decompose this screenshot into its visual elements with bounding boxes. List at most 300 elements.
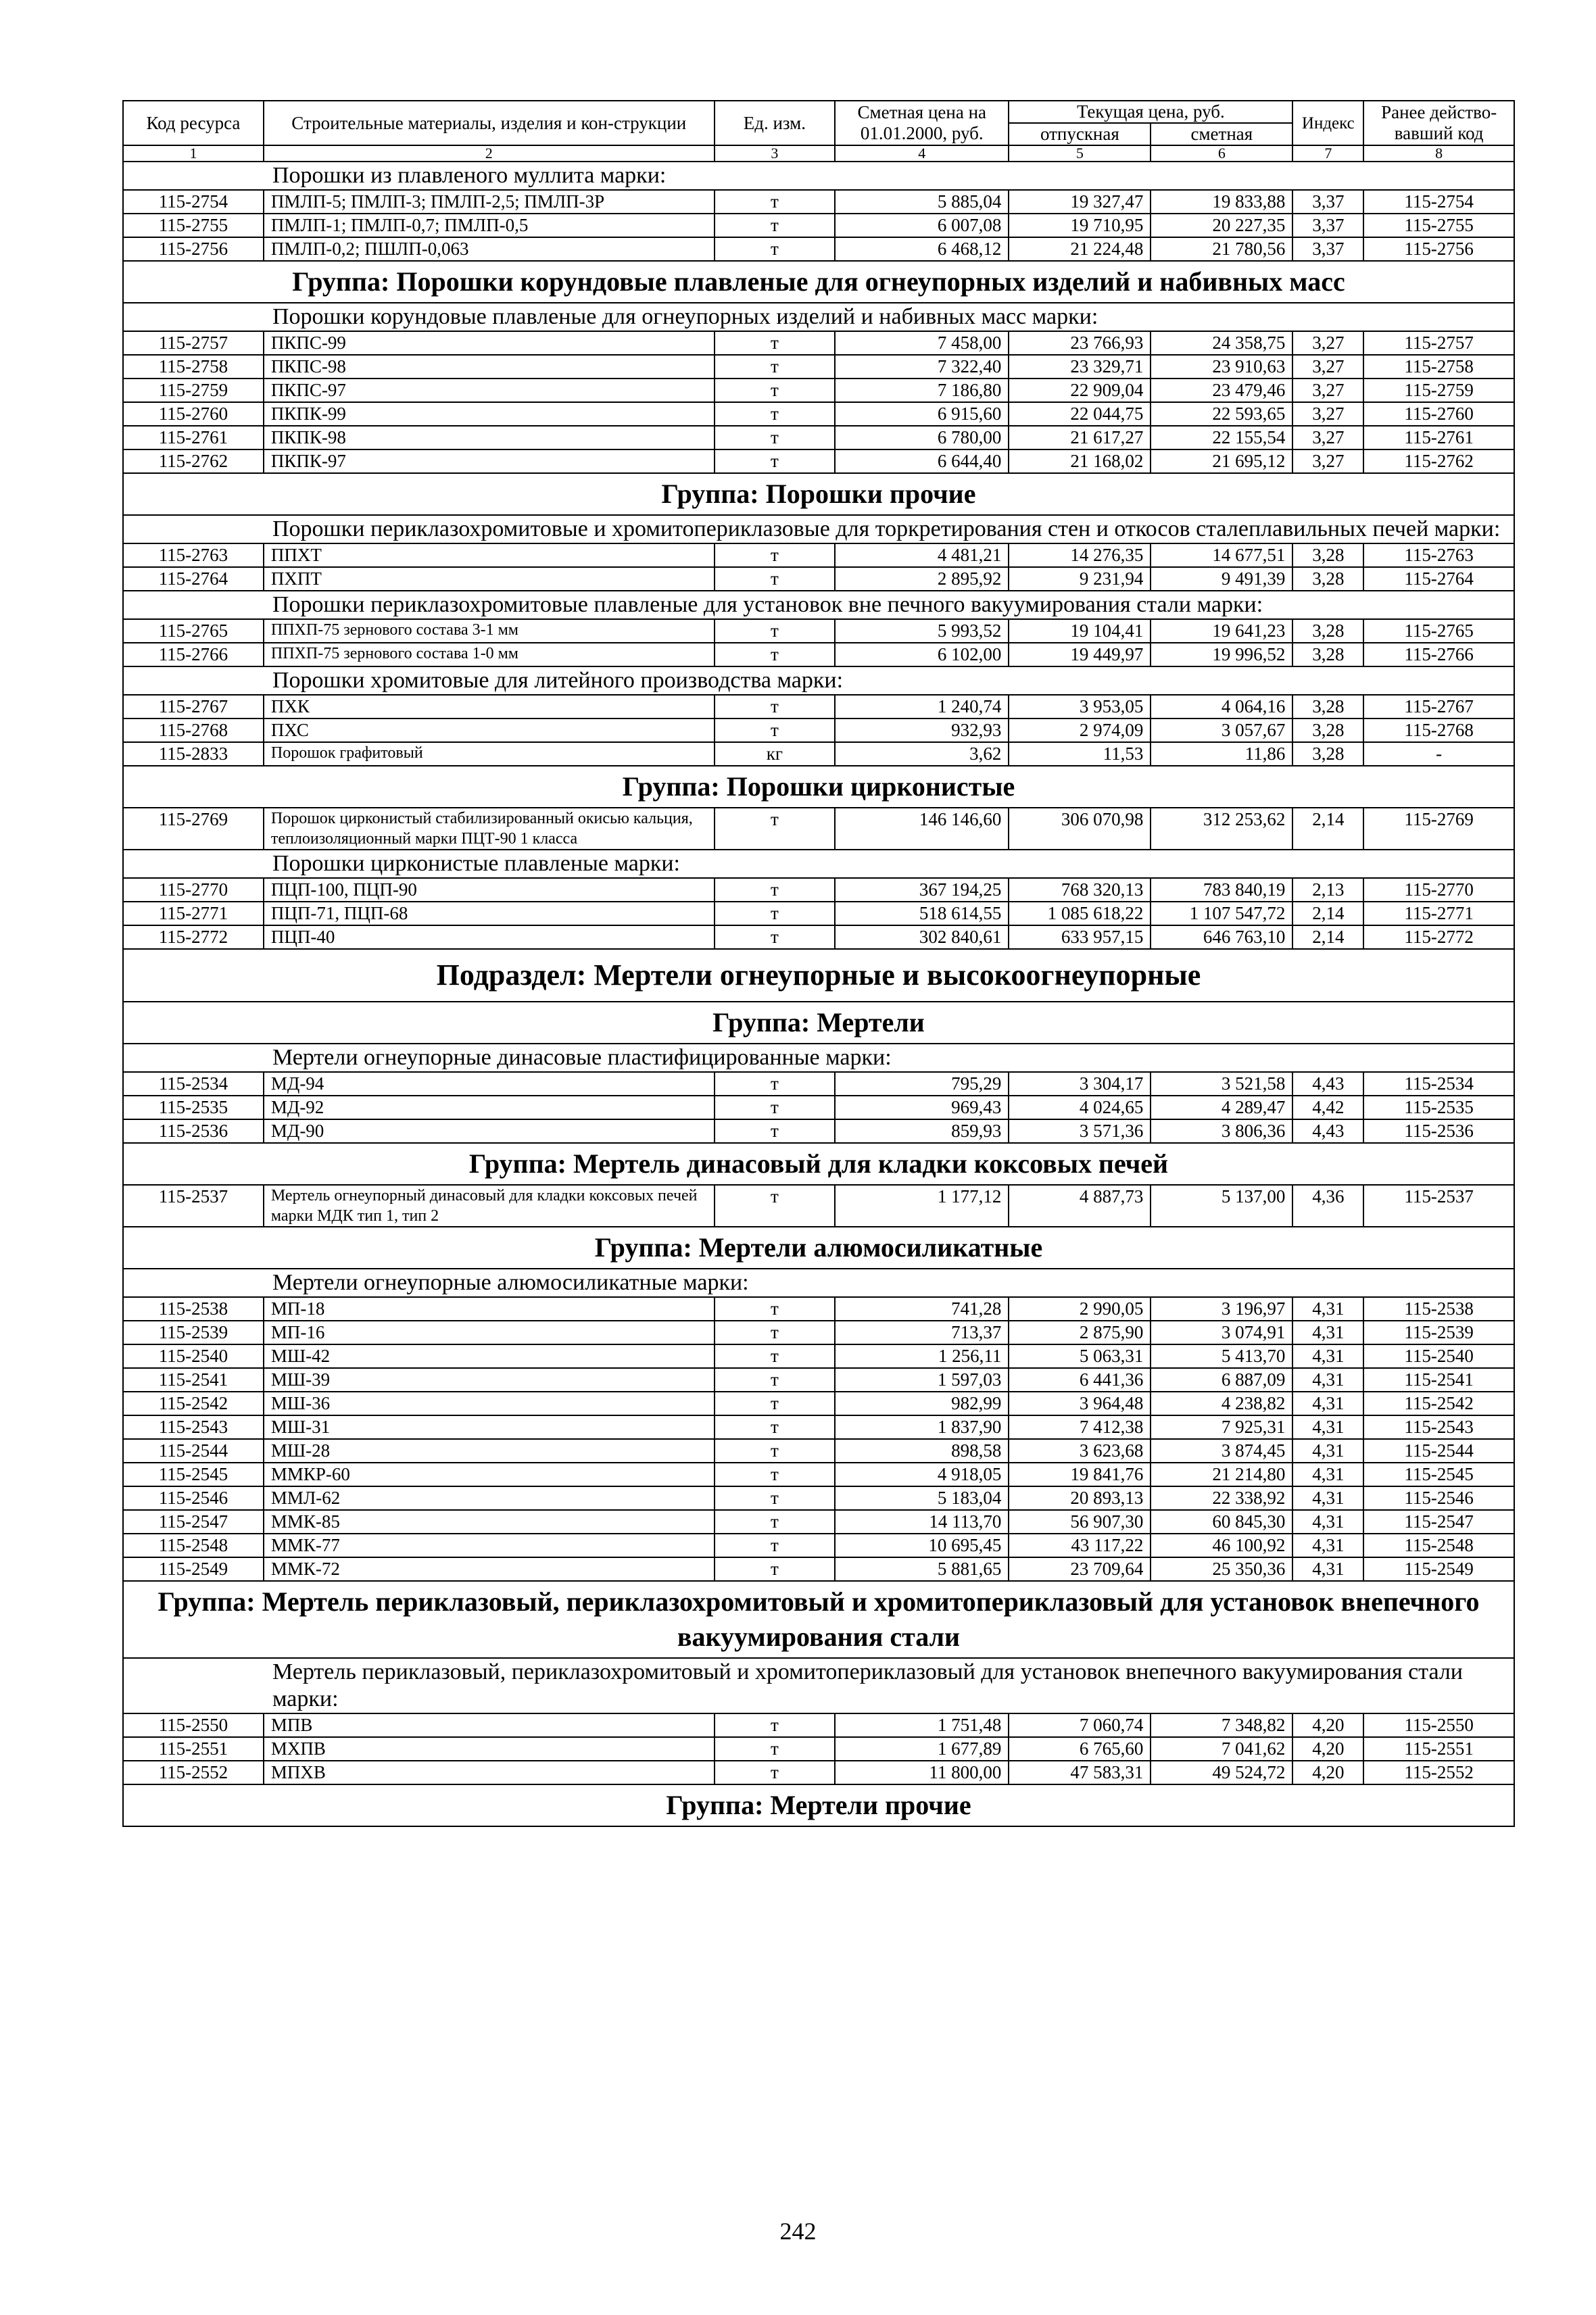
index-cell: 4,31 (1292, 1510, 1363, 1534)
previous-code-cell: 115-2549 (1363, 1557, 1514, 1581)
estimate-price-cell: 25 350,36 (1151, 1557, 1292, 1581)
previous-code-cell: 115-2539 (1363, 1321, 1514, 1344)
subsection-heading-row (123, 949, 1514, 1002)
base-price-cell: 4 918,05 (835, 1463, 1009, 1486)
index-cell: 3,27 (1292, 379, 1363, 402)
resource-code-cell: 115-2535 (123, 1096, 264, 1119)
table-row (123, 1321, 1514, 1344)
previous-code-cell: 115-2761 (1363, 426, 1514, 449)
group-heading: Группа: Мертели алюмосиликатные (123, 1227, 1514, 1269)
base-price-cell: 302 840,61 (835, 925, 1009, 949)
estimate-price-cell: 21 780,56 (1151, 237, 1292, 261)
page-number: 242 (779, 2218, 817, 2245)
unit-cell: т (715, 426, 835, 449)
table-row (123, 643, 1514, 666)
index-cell: 3,28 (1292, 643, 1363, 666)
unit-cell: кг (715, 742, 835, 766)
base-price-cell: 1 240,74 (835, 695, 1009, 718)
estimate-price-cell: 3 806,36 (1151, 1119, 1292, 1143)
base-price-cell: 7 186,80 (835, 379, 1009, 402)
previous-code-cell: 115-2535 (1363, 1096, 1514, 1119)
material-name-cell: ППХТ (264, 543, 715, 567)
index-cell: 4,31 (1292, 1415, 1363, 1439)
table-row (123, 902, 1514, 925)
resource-code-cell: 115-2538 (123, 1297, 264, 1321)
index-cell: 4,42 (1292, 1096, 1363, 1119)
material-name-cell: ММКР-60 (264, 1463, 715, 1486)
estimate-price-cell: 6 887,09 (1151, 1368, 1292, 1392)
previous-code-cell: 115-2534 (1363, 1072, 1514, 1096)
base-price-cell: 7 322,40 (835, 355, 1009, 379)
base-price-cell: 518 614,55 (835, 902, 1009, 925)
resource-code-cell: 115-2542 (123, 1392, 264, 1415)
resource-code-cell: 115-2771 (123, 902, 264, 925)
table-row (123, 742, 1514, 766)
index-cell: 4,31 (1292, 1392, 1363, 1415)
release-price-cell: 19 104,41 (1009, 619, 1151, 643)
resource-code-cell: 115-2539 (123, 1321, 264, 1344)
index-cell: 4,36 (1292, 1185, 1363, 1227)
release-price-cell: 20 893,13 (1009, 1486, 1151, 1510)
release-price-cell: 22 044,75 (1009, 402, 1151, 426)
table-row (123, 718, 1514, 742)
resource-code-cell: 115-2551 (123, 1737, 264, 1761)
release-price-cell: 19 327,47 (1009, 190, 1151, 214)
table-row (123, 237, 1514, 261)
estimate-price-cell: 23 910,63 (1151, 355, 1292, 379)
material-name-cell: МШ-42 (264, 1344, 715, 1368)
estimate-price-cell: 21 214,80 (1151, 1463, 1292, 1486)
release-price-cell: 11,53 (1009, 742, 1151, 766)
resource-code-cell: 115-2754 (123, 190, 264, 214)
unit-cell: т (715, 190, 835, 214)
base-price-cell: 713,37 (835, 1321, 1009, 1344)
base-price-cell: 10 695,45 (835, 1534, 1009, 1557)
material-name-cell: ПХК (264, 695, 715, 718)
header-prev-code: Ранее действо-вавший код (1363, 101, 1514, 145)
previous-code-cell: 115-2548 (1363, 1534, 1514, 1557)
estimate-price-cell: 24 358,75 (1151, 331, 1292, 355)
material-name-cell: ПМЛП-1; ПМЛП-0,7; ПМЛП-0,5 (264, 214, 715, 237)
material-name-cell: Порошок графитовый (264, 742, 715, 766)
header-base-price: Сметная цена на 01.01.2000, руб. (835, 101, 1009, 145)
index-cell: 4,31 (1292, 1344, 1363, 1368)
resource-code-cell: 115-2758 (123, 355, 264, 379)
unit-cell: т (715, 1297, 835, 1321)
previous-code-cell: 115-2768 (1363, 718, 1514, 742)
base-price-cell: 859,93 (835, 1119, 1009, 1143)
table-row (123, 619, 1514, 643)
index-cell: 4,31 (1292, 1297, 1363, 1321)
table-row (123, 355, 1514, 379)
release-price-cell: 768 320,13 (1009, 878, 1151, 902)
previous-code-cell: 115-2760 (1363, 402, 1514, 426)
previous-code-cell: 115-2772 (1363, 925, 1514, 949)
index-cell: 2,14 (1292, 925, 1363, 949)
table-row (123, 214, 1514, 237)
estimate-price-cell: 783 840,19 (1151, 878, 1292, 902)
table-row (123, 1368, 1514, 1392)
unit-cell: т (715, 1185, 835, 1227)
unit-cell: т (715, 379, 835, 402)
unit-cell: т (715, 214, 835, 237)
release-price-cell: 43 117,22 (1009, 1534, 1151, 1557)
resource-code-cell: 115-2768 (123, 718, 264, 742)
material-name-cell: ПХПТ (264, 567, 715, 591)
base-price-cell: 1 597,03 (835, 1368, 1009, 1392)
unit-cell: т (715, 1119, 835, 1143)
previous-code-cell: 115-2546 (1363, 1486, 1514, 1510)
group-heading: Группа: Мертель динасовый для кладки коксовых печей (123, 1143, 1514, 1185)
column-number: 1 (123, 145, 264, 162)
header-current-price: Текущая цена, руб. (1009, 101, 1292, 123)
header-estimate-price: сметная (1151, 123, 1292, 145)
material-name-cell: ПМЛП-0,2; ПШЛП-0,063 (264, 237, 715, 261)
table-row (123, 567, 1514, 591)
unit-cell: т (715, 619, 835, 643)
estimate-price-cell: 3 074,91 (1151, 1321, 1292, 1344)
subgroup-heading-row (123, 1044, 1514, 1072)
material-name-cell: ПКПС-97 (264, 379, 715, 402)
release-price-cell: 3 623,68 (1009, 1439, 1151, 1463)
estimate-price-cell: 312 253,62 (1151, 808, 1292, 850)
table-row (123, 402, 1514, 426)
column-number: 5 (1009, 145, 1151, 162)
table-row (123, 1439, 1514, 1463)
material-name-cell: Порошок цирконистый стабилизированный окисью кальция, теплоизоляционный марки ПЦТ-90 1 класса (264, 808, 715, 850)
index-cell: 3,27 (1292, 449, 1363, 473)
material-name-cell: МП-18 (264, 1297, 715, 1321)
previous-code-cell: 115-2542 (1363, 1392, 1514, 1415)
unit-cell: т (715, 543, 835, 567)
base-price-cell: 6 468,12 (835, 237, 1009, 261)
table-row (123, 1713, 1514, 1737)
unit-cell: т (715, 878, 835, 902)
table-row (123, 449, 1514, 473)
table-row (123, 1072, 1514, 1096)
material-name-cell: МШ-31 (264, 1415, 715, 1439)
header-unit: Ед. изм. (715, 101, 835, 145)
material-name-cell: МПХВ (264, 1761, 715, 1784)
index-cell: 4,31 (1292, 1486, 1363, 1510)
previous-code-cell: 115-2538 (1363, 1297, 1514, 1321)
material-name-cell: МШ-39 (264, 1368, 715, 1392)
resource-code-cell: 115-2770 (123, 878, 264, 902)
column-number: 3 (715, 145, 835, 162)
subgroup-heading-row (123, 666, 1514, 695)
material-name-cell: ППХП-75 зернового состава 3-1 мм (264, 619, 715, 643)
release-price-cell: 2 974,09 (1009, 718, 1151, 742)
material-name-cell: МПВ (264, 1713, 715, 1737)
previous-code-cell: 115-2757 (1363, 331, 1514, 355)
table-row (123, 1486, 1514, 1510)
previous-code-cell: 115-2755 (1363, 214, 1514, 237)
resource-code-cell: 115-2549 (123, 1557, 264, 1581)
estimate-price-cell: 22 338,92 (1151, 1486, 1292, 1510)
base-price-cell: 1 256,11 (835, 1344, 1009, 1368)
unit-cell: т (715, 902, 835, 925)
previous-code-cell: 115-2537 (1363, 1185, 1514, 1227)
base-price-cell: 5 183,04 (835, 1486, 1009, 1510)
estimate-price-cell: 7 348,82 (1151, 1713, 1292, 1737)
release-price-cell: 56 907,30 (1009, 1510, 1151, 1534)
subgroup-heading-row (123, 303, 1514, 331)
index-cell: 3,27 (1292, 402, 1363, 426)
base-price-cell: 7 458,00 (835, 331, 1009, 355)
previous-code-cell: 115-2764 (1363, 567, 1514, 591)
material-name-cell: МШ-28 (264, 1439, 715, 1463)
material-name-cell: МД-92 (264, 1096, 715, 1119)
base-price-cell: 3,62 (835, 742, 1009, 766)
subgroup-heading: Порошки периклазохромитовые и хромитопериклазовые для торкретирования стен и откосов сталеплавильных печей марки: (123, 515, 1514, 543)
group-heading-row (123, 1784, 1514, 1826)
release-price-cell: 7 412,38 (1009, 1415, 1151, 1439)
base-price-cell: 6 780,00 (835, 426, 1009, 449)
index-cell: 3,27 (1292, 355, 1363, 379)
column-number: 7 (1292, 145, 1363, 162)
subsection-heading: Подраздел: Мертели огнеупорные и высокоогнеупорные (123, 949, 1514, 1002)
resource-code-cell: 115-2756 (123, 237, 264, 261)
base-price-cell: 2 895,92 (835, 567, 1009, 591)
base-price-cell: 1 751,48 (835, 1713, 1009, 1737)
table-row (123, 1185, 1514, 1227)
previous-code-cell: 115-2771 (1363, 902, 1514, 925)
subgroup-heading: Порошки из плавленого муллита марки: (123, 162, 1514, 190)
base-price-cell: 4 481,21 (835, 543, 1009, 567)
index-cell: 3,37 (1292, 214, 1363, 237)
estimate-price-cell: 49 524,72 (1151, 1761, 1292, 1784)
group-heading: Группа: Мертель периклазовый, периклазохромитовый и хромитопериклазовый для установок внепечного вакуумирования стали (123, 1581, 1514, 1658)
unit-cell: т (715, 1439, 835, 1463)
table-row (123, 1096, 1514, 1119)
estimate-price-cell: 3 057,67 (1151, 718, 1292, 742)
index-cell: 4,31 (1292, 1463, 1363, 1486)
previous-code-cell: 115-2754 (1363, 190, 1514, 214)
resource-code-cell: 115-2757 (123, 331, 264, 355)
index-cell: 3,28 (1292, 567, 1363, 591)
table-row (123, 695, 1514, 718)
unit-cell: т (715, 1392, 835, 1415)
index-cell: 2,13 (1292, 878, 1363, 902)
base-price-cell: 795,29 (835, 1072, 1009, 1096)
group-heading: Группа: Порошки корундовые плавленые для огнеупорных изделий и набивных масс (123, 261, 1514, 303)
estimate-price-cell: 22 593,65 (1151, 402, 1292, 426)
estimate-price-cell: 22 155,54 (1151, 426, 1292, 449)
table-row (123, 808, 1514, 850)
subgroup-heading-row (123, 1269, 1514, 1297)
subgroup-heading: Порошки периклазохромитовые плавленые для установок вне печного вакуумирования стали марки: (123, 591, 1514, 619)
resource-code-cell: 115-2766 (123, 643, 264, 666)
material-name-cell: ПХС (264, 718, 715, 742)
resource-code-cell: 115-2546 (123, 1486, 264, 1510)
subgroup-heading-row (123, 1658, 1514, 1713)
unit-cell: т (715, 925, 835, 949)
release-price-cell: 3 304,17 (1009, 1072, 1151, 1096)
resource-code-cell: 115-2769 (123, 808, 264, 850)
material-name-cell: ПЦП-100, ПЦП-90 (264, 878, 715, 902)
previous-code-cell: 115-2551 (1363, 1737, 1514, 1761)
subgroup-heading-row (123, 162, 1514, 190)
unit-cell: т (715, 1463, 835, 1486)
index-cell: 4,31 (1292, 1368, 1363, 1392)
previous-code-cell: - (1363, 742, 1514, 766)
unit-cell: т (715, 1096, 835, 1119)
previous-code-cell: 115-2540 (1363, 1344, 1514, 1368)
index-cell: 3,27 (1292, 426, 1363, 449)
group-heading: Группа: Мертели (123, 1002, 1514, 1044)
index-cell: 3,28 (1292, 742, 1363, 766)
previous-code-cell: 115-2762 (1363, 449, 1514, 473)
previous-code-cell: 115-2769 (1363, 808, 1514, 850)
resource-code-cell: 115-2545 (123, 1463, 264, 1486)
previous-code-cell: 115-2547 (1363, 1510, 1514, 1534)
estimate-price-cell: 1 107 547,72 (1151, 902, 1292, 925)
material-name-cell: МП-16 (264, 1321, 715, 1344)
estimate-price-cell: 19 833,88 (1151, 190, 1292, 214)
release-price-cell: 14 276,35 (1009, 543, 1151, 567)
resource-code-cell: 115-2763 (123, 543, 264, 567)
previous-code-cell: 115-2759 (1363, 379, 1514, 402)
estimate-price-cell: 60 845,30 (1151, 1510, 1292, 1534)
index-cell: 4,20 (1292, 1761, 1363, 1784)
release-price-cell: 21 617,27 (1009, 426, 1151, 449)
index-cell: 4,43 (1292, 1072, 1363, 1096)
unit-cell: т (715, 1344, 835, 1368)
resource-code-cell: 115-2548 (123, 1534, 264, 1557)
subgroup-heading-row (123, 850, 1514, 878)
release-price-cell: 1 085 618,22 (1009, 902, 1151, 925)
base-price-cell: 5 993,52 (835, 619, 1009, 643)
group-heading: Группа: Мертели прочие (123, 1784, 1514, 1826)
index-cell: 3,37 (1292, 237, 1363, 261)
resource-code-cell: 115-2547 (123, 1510, 264, 1534)
table-row (123, 1761, 1514, 1784)
group-heading-row (123, 1143, 1514, 1185)
base-price-cell: 6 644,40 (835, 449, 1009, 473)
price-catalog-page (122, 100, 1515, 1827)
base-price-cell: 898,58 (835, 1439, 1009, 1463)
group-heading-row (123, 261, 1514, 303)
material-name-cell: ММК-77 (264, 1534, 715, 1557)
release-price-cell: 47 583,31 (1009, 1761, 1151, 1784)
group-heading: Группа: Порошки цирконистые (123, 766, 1514, 808)
column-number-row (123, 145, 1514, 162)
unit-cell: т (715, 1486, 835, 1510)
table-row (123, 1392, 1514, 1415)
estimate-price-cell: 14 677,51 (1151, 543, 1292, 567)
resource-code-cell: 115-2550 (123, 1713, 264, 1737)
material-name-cell: МШ-36 (264, 1392, 715, 1415)
material-name-cell: ППХП-75 зернового состава 1-0 мм (264, 643, 715, 666)
release-price-cell: 19 449,97 (1009, 643, 1151, 666)
previous-code-cell: 115-2552 (1363, 1761, 1514, 1784)
header-index: Индекс (1292, 101, 1363, 145)
estimate-price-cell: 5 137,00 (1151, 1185, 1292, 1227)
material-name-cell: МД-90 (264, 1119, 715, 1143)
header-row (123, 101, 1514, 123)
index-cell: 3,27 (1292, 331, 1363, 355)
table-row (123, 1119, 1514, 1143)
estimate-price-cell: 7 925,31 (1151, 1415, 1292, 1439)
release-price-cell: 23 766,93 (1009, 331, 1151, 355)
unit-cell: т (715, 237, 835, 261)
base-price-cell: 6 915,60 (835, 402, 1009, 426)
unit-cell: т (715, 331, 835, 355)
material-name-cell: ПКПС-99 (264, 331, 715, 355)
resource-code-cell: 115-2765 (123, 619, 264, 643)
release-price-cell: 21 168,02 (1009, 449, 1151, 473)
material-name-cell: Мертель огнеупорный динасовый для кладки коксовых печей марки МДК тип 1, тип 2 (264, 1185, 715, 1227)
resource-code-cell: 115-2833 (123, 742, 264, 766)
group-heading: Группа: Порошки прочие (123, 473, 1514, 515)
table-body (123, 162, 1514, 1826)
unit-cell: т (715, 1713, 835, 1737)
material-name-cell: ПКПС-98 (264, 355, 715, 379)
base-price-cell: 6 102,00 (835, 643, 1009, 666)
resource-code-cell: 115-2772 (123, 925, 264, 949)
release-price-cell: 4 024,65 (1009, 1096, 1151, 1119)
index-cell: 3,37 (1292, 190, 1363, 214)
previous-code-cell: 115-2544 (1363, 1439, 1514, 1463)
release-price-cell: 23 329,71 (1009, 355, 1151, 379)
base-price-cell: 982,99 (835, 1392, 1009, 1415)
base-price-cell: 741,28 (835, 1297, 1009, 1321)
table-row (123, 1557, 1514, 1581)
material-name-cell: ПКПК-99 (264, 402, 715, 426)
resource-code-cell: 115-2759 (123, 379, 264, 402)
column-number: 6 (1151, 145, 1292, 162)
estimate-price-cell: 7 041,62 (1151, 1737, 1292, 1761)
material-name-cell: ПЦП-71, ПЦП-68 (264, 902, 715, 925)
base-price-cell: 11 800,00 (835, 1761, 1009, 1784)
previous-code-cell: 115-2765 (1363, 619, 1514, 643)
column-number: 4 (835, 145, 1009, 162)
header-release-price: отпускная (1009, 123, 1151, 145)
subgroup-heading: Мертели огнеупорные динасовые пластифицированные марки: (123, 1044, 1514, 1072)
unit-cell: т (715, 1761, 835, 1784)
index-cell: 4,31 (1292, 1557, 1363, 1581)
base-price-cell: 146 146,60 (835, 808, 1009, 850)
resource-code-cell: 115-2544 (123, 1439, 264, 1463)
base-price-cell: 5 885,04 (835, 190, 1009, 214)
table-row (123, 1534, 1514, 1557)
unit-cell: т (715, 1368, 835, 1392)
subgroup-heading: Порошки хромитовые для литейного производства марки: (123, 666, 1514, 695)
material-name-cell: МХПВ (264, 1737, 715, 1761)
previous-code-cell: 115-2550 (1363, 1713, 1514, 1737)
previous-code-cell: 115-2756 (1363, 237, 1514, 261)
price-table (122, 100, 1515, 1827)
unit-cell: т (715, 402, 835, 426)
estimate-price-cell: 3 874,45 (1151, 1439, 1292, 1463)
subgroup-heading: Мертель периклазовый, периклазохромитовый и хромитопериклазовый для установок внепечного вакуумирования стали марки: (123, 1658, 1514, 1713)
unit-cell: т (715, 1510, 835, 1534)
unit-cell: т (715, 1534, 835, 1557)
estimate-price-cell: 3 196,97 (1151, 1297, 1292, 1321)
unit-cell: т (715, 449, 835, 473)
base-price-cell: 367 194,25 (835, 878, 1009, 902)
release-price-cell: 4 887,73 (1009, 1185, 1151, 1227)
unit-cell: т (715, 1072, 835, 1096)
material-name-cell: ММЛ-62 (264, 1486, 715, 1510)
index-cell: 2,14 (1292, 808, 1363, 850)
release-price-cell: 21 224,48 (1009, 237, 1151, 261)
index-cell: 2,14 (1292, 902, 1363, 925)
index-cell: 4,31 (1292, 1321, 1363, 1344)
resource-code-cell: 115-2534 (123, 1072, 264, 1096)
table-row (123, 878, 1514, 902)
resource-code-cell: 115-2761 (123, 426, 264, 449)
